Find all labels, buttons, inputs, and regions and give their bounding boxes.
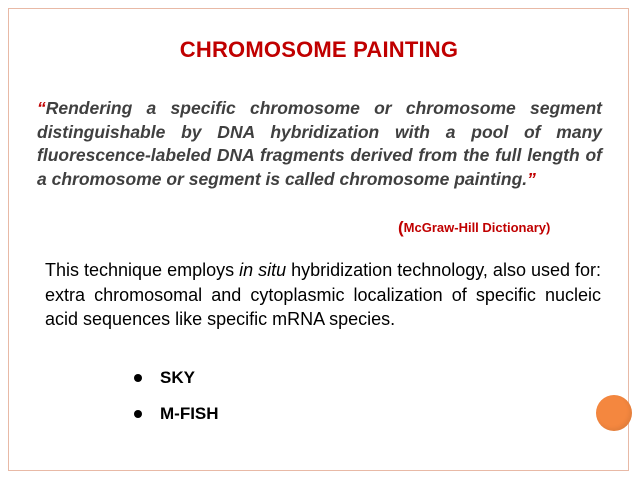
bullet-dot-icon xyxy=(134,374,142,382)
slide-title: CHROMOSOME PAINTING xyxy=(179,37,459,62)
slide-frame xyxy=(8,8,629,471)
bullet-item-sky xyxy=(134,360,219,396)
body-italic-term: in situ xyxy=(239,260,287,280)
source-open-paren: ( xyxy=(398,218,404,237)
quote-open-mark: “ xyxy=(37,98,46,118)
bullet-list xyxy=(134,360,219,432)
bullet-label: SKY xyxy=(160,368,195,387)
bullet-dot-icon xyxy=(134,410,142,418)
bullet-item-m-fish xyxy=(134,396,219,432)
definition-quote xyxy=(37,97,602,191)
decorative-circle-icon xyxy=(596,395,632,431)
quote-close-mark: ” xyxy=(527,168,536,189)
source-text: McGraw-Hill Dictionary) xyxy=(403,220,551,235)
quote-source xyxy=(398,218,550,238)
quote-text: Rendering a specific chromosome or chromosome segment distinguishable by DNA hybridization with a pool of many fluorescence-labeled DNA fragments derived from the full length of a chromosome or segment is called chromosome painting. xyxy=(37,98,602,189)
bullet-label: M-FISH xyxy=(160,404,219,423)
body-paragraph xyxy=(45,258,601,332)
body-part-2: hybridization technology, also used for: extra chromosomal and cytoplasmic localization of specific nucleic acid sequences like specific mRNA species. xyxy=(45,260,601,329)
body-part-1: This technique employs xyxy=(45,260,240,280)
